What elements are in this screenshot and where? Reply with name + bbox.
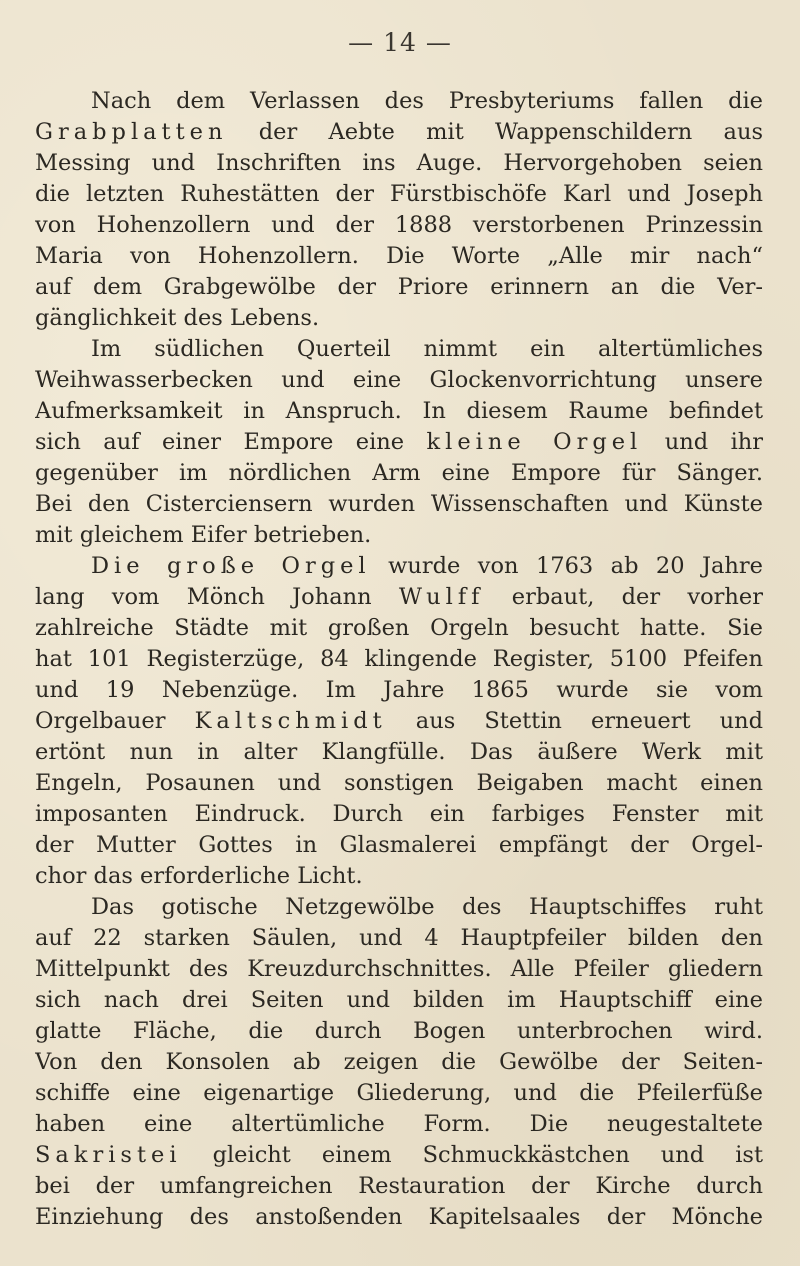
text-line: Engeln, Posaunen und sonstigen Beigaben macht einen <box>35 770 763 796</box>
text-line: schiffe eine eigenartige Gliederung, und die Pfeilerfüße <box>35 1080 763 1106</box>
body-text <box>35 86 763 1233</box>
text-line: gegenüber im nördlichen Arm eine Empore für Sänger. <box>35 460 763 486</box>
text-line: Bei den Cisterciensern wurden Wissenschaften und Künste <box>35 491 763 517</box>
text-line: haben eine altertümliche Form. Die neugestaltete <box>35 1111 763 1137</box>
text-line: auf 22 starken Säulen, und 4 Hauptpfeiler bilden den <box>35 925 763 951</box>
text-line: hat 101 Registerzüge, 84 klingende Register, 5100 Pfeifen <box>35 646 763 672</box>
text-line: Mittelpunkt des Kreuzdurchschnittes. Alle Pfeiler gliedern <box>35 956 763 982</box>
text-line: mit gleichem Eifer betrieben. <box>35 522 372 548</box>
text-line: und 19 Nebenzüge. Im Jahre 1865 wurde sie vom <box>35 677 763 703</box>
text-line: Maria von Hohenzollern. Die Worte „Alle mir nach“ <box>35 243 763 269</box>
spaced-emphasis: Grabplatten <box>35 119 228 145</box>
text-line: Grabplatten der Aebte mit Wappenschildern aus <box>35 119 763 145</box>
text-line: Das gotische Netzgewölbe des Hauptschiffes ruht <box>91 894 763 920</box>
text-line: sich auf einer Empore eine kleine Orgel und ihr <box>35 429 763 455</box>
text-line: auf dem Grabgewölbe der Priore erinnern an die Ver- <box>35 274 763 300</box>
text-line: Nach dem Verlassen des Presbyteriums fallen die <box>91 88 763 114</box>
text-line: glatte Fläche, die durch Bogen unterbrochen wird. <box>35 1018 763 1044</box>
text-line: Von den Konsolen ab zeigen die Gewölbe der Seiten- <box>35 1049 763 1075</box>
text-line: ertönt nun in alter Klangfülle. Das äußere Werk mit <box>35 739 763 765</box>
text-line: sich nach drei Seiten und bilden im Hauptschiff eine <box>35 987 763 1013</box>
text-line: Messing und Inschriften ins Auge. Hervorgehoben seien <box>35 150 763 176</box>
text-line: chor das erforderliche Licht. <box>35 863 363 889</box>
text-line: bei der umfangreichen Restauration der Kirche durch <box>35 1173 763 1199</box>
spaced-emphasis: kleine Orgel <box>426 429 643 455</box>
text-line: die letzten Ruhestätten der Fürstbischöfe Karl und Joseph <box>35 181 763 207</box>
text-line: Sakristei gleicht einem Schmuckkästchen und ist <box>35 1142 763 1168</box>
text-line: der Mutter Gottes in Glasmalerei empfängt der Orgel- <box>35 832 763 858</box>
text-line: Weihwasserbecken und eine Glockenvorrichtung unsere <box>35 367 763 393</box>
spaced-emphasis: Kaltschmidt <box>194 708 387 734</box>
text-line: von Hohenzollern und der 1888 verstorbenen Prinzessin <box>35 212 763 238</box>
text-line: Orgelbauer Kaltschmidt aus Stettin erneuert und <box>35 708 763 734</box>
spaced-emphasis: Die große Orgel <box>91 553 371 579</box>
text-line: gänglichkeit des Lebens. <box>35 305 320 331</box>
spaced-emphasis: Wulff <box>398 584 485 610</box>
page-number: — 14 — <box>348 28 452 57</box>
text-line: Einziehung des anstoßenden Kapitelsaales der Mönche <box>35 1204 763 1230</box>
text-line: Im südlichen Querteil nimmt ein altertümliches <box>91 336 763 362</box>
text-line: Aufmerksamkeit in Anspruch. In diesem Raume befindet <box>35 398 763 424</box>
spaced-emphasis: Sakristei <box>35 1142 182 1168</box>
text-line: Die große Orgel wurde von 1763 ab 20 Jahre <box>91 553 763 579</box>
text-line: imposanten Eindruck. Durch ein farbiges Fenster mit <box>35 801 763 827</box>
text-line: lang vom Mönch Johann Wulff erbaut, der vorher <box>35 584 763 610</box>
text-line: zahlreiche Städte mit großen Orgeln besucht hatte. Sie <box>35 615 763 641</box>
